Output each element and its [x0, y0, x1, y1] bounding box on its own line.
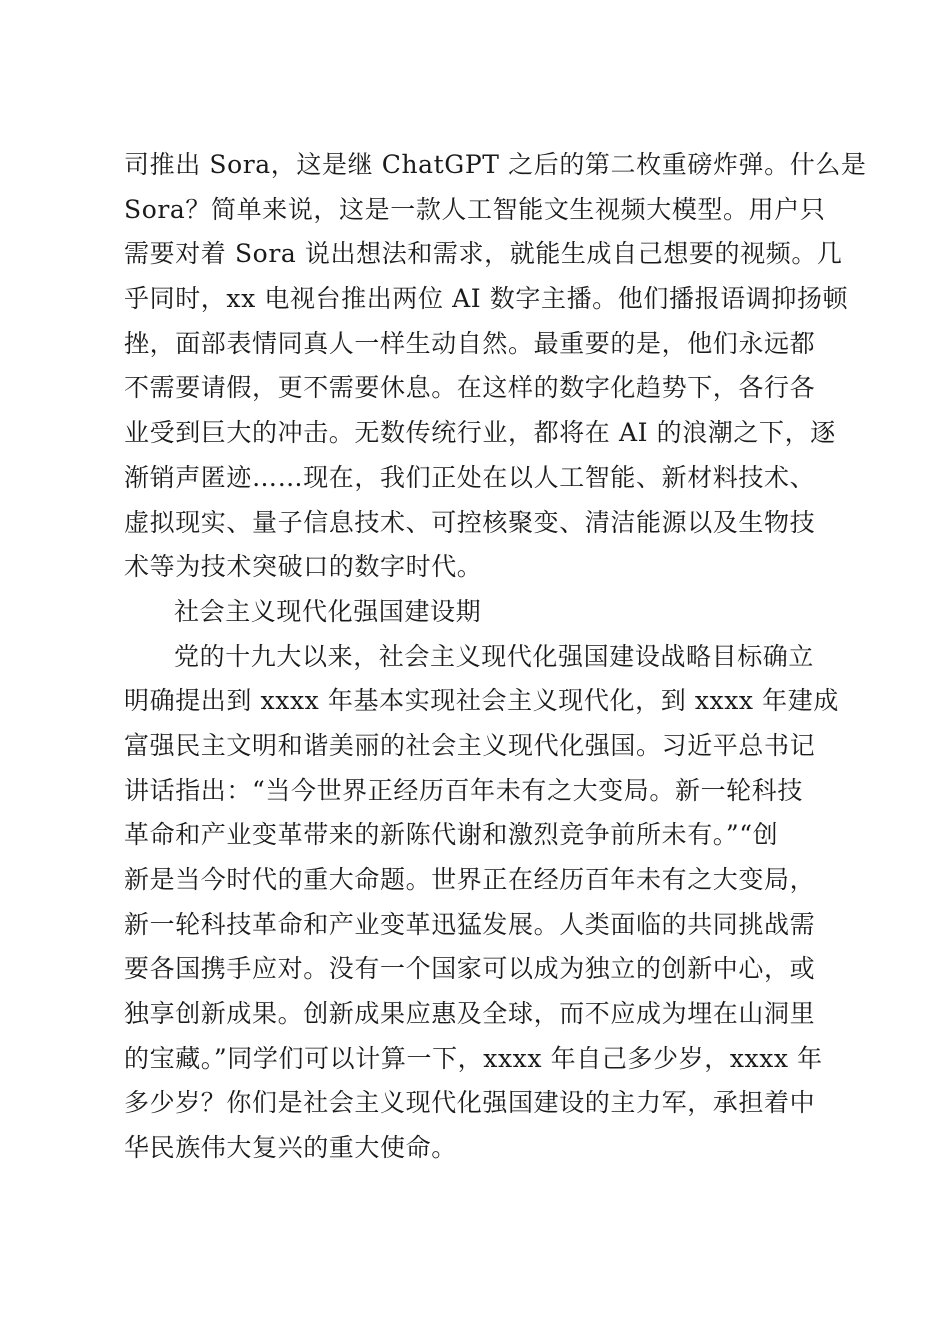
text-line: 革命和产业变革带来的新陈代谢和激烈竞争前所未有。”“创	[124, 820, 779, 850]
document-body	[124, 143, 867, 1171]
text-line: 要各国携手应对。没有一个国家可以成为独立的创新中心，或	[124, 954, 816, 984]
text-line: 业受到巨大的冲击。无数传统行业，都将在 AI 的浪潮之下，逐	[124, 418, 836, 448]
text-line: 术等为技术突破口的数字时代。	[124, 552, 483, 582]
paragraph-1	[124, 143, 867, 590]
text-line: 明确提出到 xxxx 年基本实现社会主义现代化，到 xxxx 年建成	[124, 686, 839, 716]
text-line: 虚拟现实、量子信息技术、可控核聚变、清洁能源以及生物技	[124, 507, 816, 537]
text-line: 司推出 Sora，这是继 ChatGPT 之后的第二枚重磅炸弹。什么是	[124, 150, 867, 179]
text-line: 党的十九大以来，社会主义现代化强国建设战略目标确立	[174, 641, 815, 671]
text-line: 新是当今时代的重大命题。世界正在经历百年未有之大变局，	[124, 865, 816, 894]
text-line: 讲话指出：“当今世界正经历百年未有之大变局。新一轮科技	[124, 775, 803, 805]
text-line: 渐销声匿迹……现在，我们正处在以人工智能、新材料技术、	[124, 462, 816, 492]
text-line: 不需要请假，更不需要休息。在这样的数字化趋势下，各行各	[124, 373, 816, 403]
text-line: 的宝藏。”同学们可以计算一下，xxxx 年自己多少岁，xxxx 年	[124, 1043, 823, 1073]
paragraph-2	[124, 635, 839, 1171]
text-line: Sora？简单来说，这是一款人工智能文生视频大模型。用户只	[124, 194, 826, 224]
text-line: 独享创新成果。创新成果应惠及全球，而不应成为埋在山洞里	[124, 999, 816, 1029]
text-line: 华民族伟大复兴的重大使命。	[124, 1133, 457, 1163]
section-heading: 社会主义现代化强国建设期	[174, 596, 482, 626]
text-line: 乎同时，xx 电视台推出两位 AI 数字主播。他们播报语调抑扬顿	[124, 284, 849, 314]
text-line: 挫，面部表情同真人一样生动自然。最重要的是，他们永远都	[124, 328, 816, 358]
text-line: 新一轮科技革命和产业变革迅猛发展。人类面临的共同挑战需	[124, 909, 816, 939]
text-line: 多少岁？你们是社会主义现代化强国建设的主力军，承担着中	[124, 1088, 816, 1118]
text-line: 富强民主文明和谐美丽的社会主义现代化强国。习近平总书记	[124, 730, 816, 760]
text-line: 需要对着 Sora 说出想法和需求，就能生成自己想要的视频。几	[124, 239, 843, 269]
